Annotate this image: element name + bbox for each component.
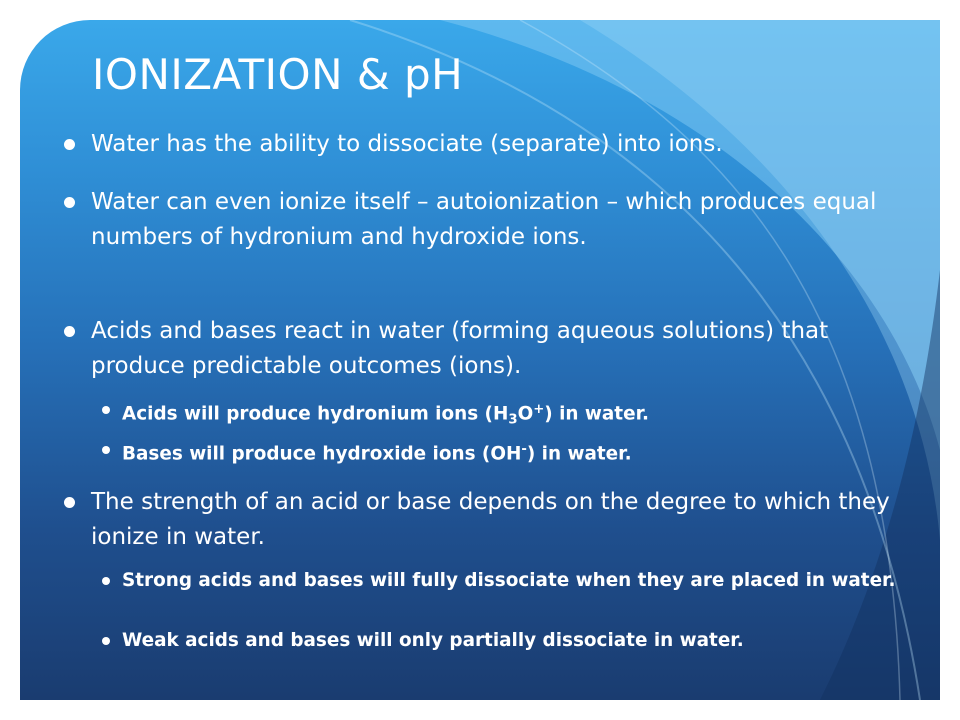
sub-bullet-item-4-2: [122, 627, 902, 654]
sub-bullet-text-post: ) in water.: [544, 403, 649, 425]
bullet-dot-icon: [102, 406, 110, 414]
sub-bullet-text: Weak acids and bases will only partially dissociate in water.: [122, 630, 744, 651]
sub-bullet-text-mid: O: [517, 403, 534, 425]
sub-bullet-item-3-2: [122, 436, 902, 468]
bullet-text: Water has the ability to dissociate (separate) into ions.: [91, 131, 723, 157]
bullet-dot-icon: [102, 637, 110, 645]
sub-bullet-text-pre: Bases will produce hydroxide ions (OH: [122, 443, 522, 465]
slide-title: IONIZATION & pH: [92, 50, 464, 99]
sub-bullet-text-pre: Acids will produce hydronium ions (H: [122, 403, 509, 425]
bullet-item-2: [91, 185, 891, 255]
bullet-text: Water can even ionize itself – autoionization – which produces equal numbers of hydronium and hydroxide ions.: [91, 189, 877, 250]
sub-bullet-item-3-1: [122, 396, 902, 434]
bullet-text: Acids and bases react in water (forming aqueous solutions) that produce predictable outcomes (ions).: [91, 318, 829, 379]
bullet-item-3: [91, 314, 891, 384]
sub-bullet-item-4-1: [122, 567, 902, 594]
sub-bullet-text-post: ) in water.: [526, 443, 632, 465]
sub-bullet-text: Strong acids and bases will fully dissociate when they are placed in water.: [122, 570, 896, 591]
bullet-item-1: [91, 127, 891, 162]
bullet-dot-icon: [64, 497, 75, 508]
bullet-dot-icon: [64, 139, 75, 150]
bullet-item-4: [91, 485, 891, 555]
bullet-dot-icon: [64, 197, 75, 208]
slide-content: [20, 20, 940, 700]
bullet-dot-icon: [102, 446, 110, 454]
bullet-dot-icon: [64, 326, 75, 337]
subscript-text: 3: [508, 412, 518, 428]
superscript-text: -: [521, 442, 527, 457]
superscript-text: +: [533, 402, 545, 417]
slide: [20, 20, 940, 700]
bullet-dot-icon: [102, 577, 110, 585]
bullet-text: The strength of an acid or base depends on the degree to which they ionize in water.: [91, 489, 890, 550]
